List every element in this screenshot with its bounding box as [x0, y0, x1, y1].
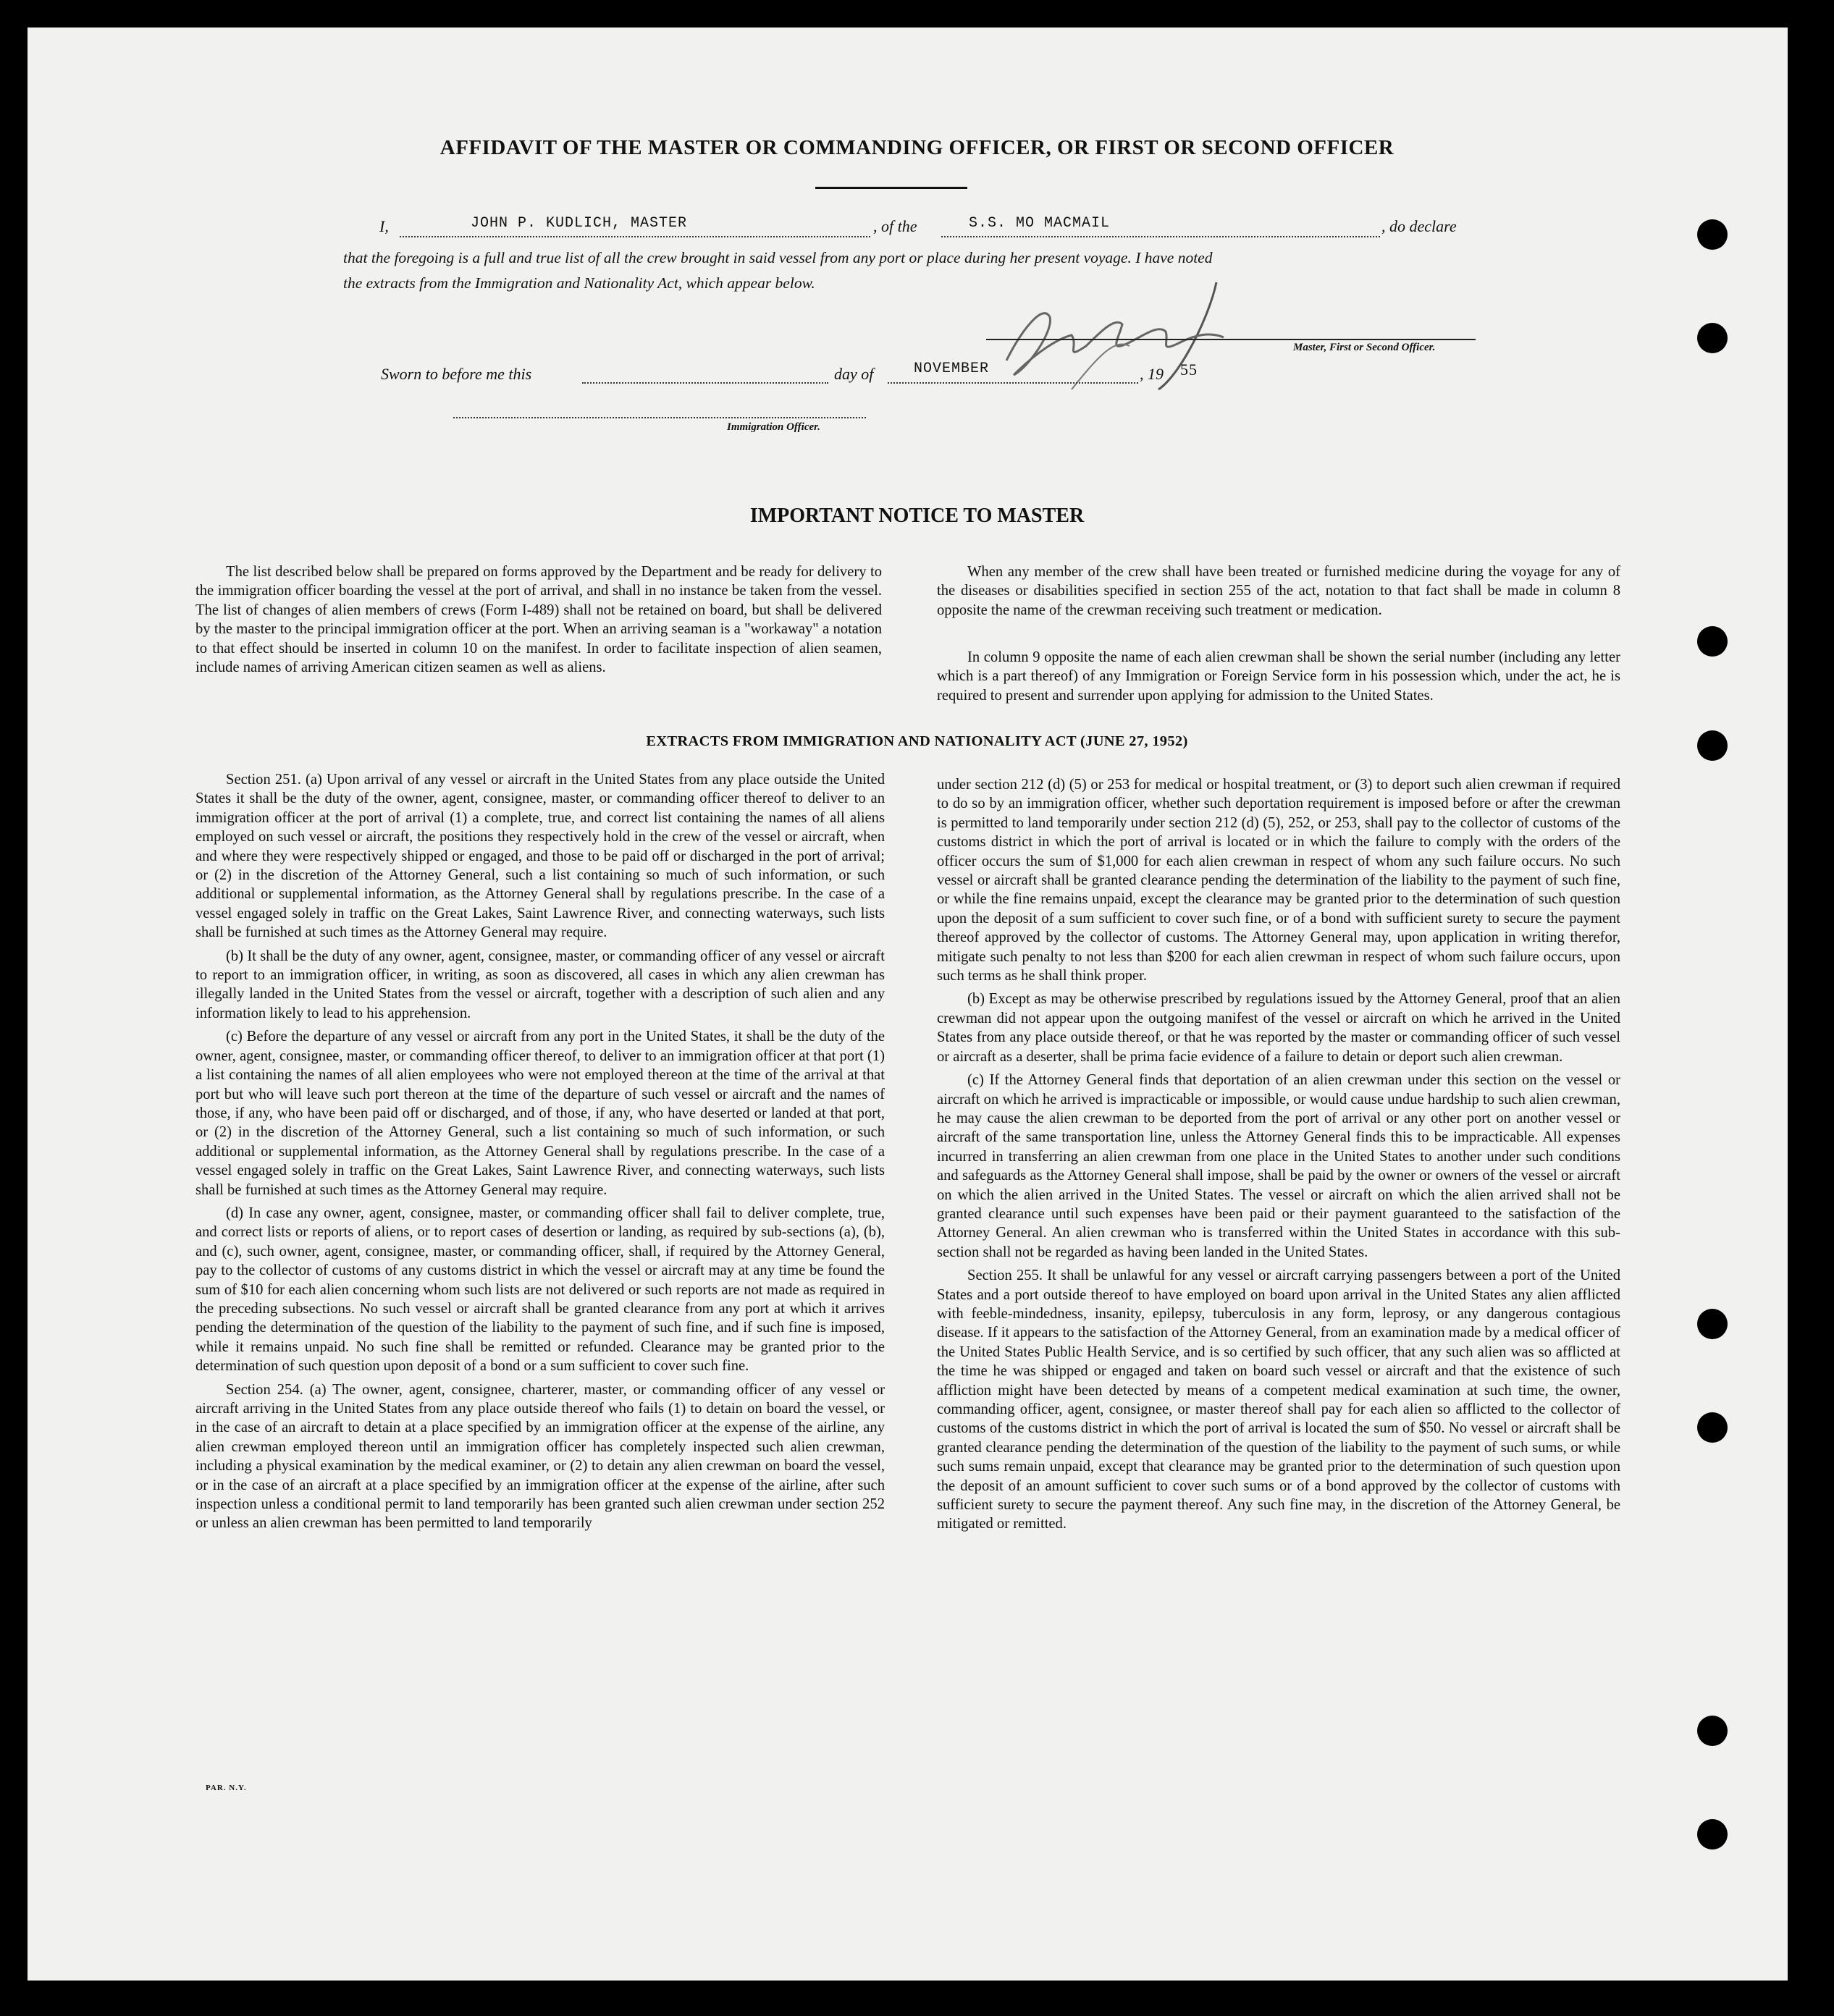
section-254-c: (c) If the Attorney General finds that deportation of an alien crewman under this section on the vessel or aircraft on which he arrived is impracticable or impossible, or would cause undue hardship to such alien crewman, he may cause the alien crewman to be deported from the port of arrival or any other port on another vessel or aircraft of the same transportation line, unless the Attorney General finds this to be impracticable. All expenses incurred in transferring an alien crewman from one place in the United States to another under such conditions and safeguards as the Attorney General shall impose, shall be paid by the owner or owners of the vessel or aircraft on which the alien arrived in the United States. The vessel or aircraft on which the alien arrived shall not be granted clearance until such expenses have been paid or their payment guaranteed to the satisfaction of the Attorney General. An alien crewman who is transferred within the United States in accordance with this sub-section shall not be regarded as having been landed in the United States.	[937, 1072, 1620, 1260]
master-name-value: JOHN P. KUDLICH, MASTER	[471, 215, 688, 232]
vessel-line	[941, 236, 1380, 237]
section-254-b: (b) Except as may be otherwise prescribed by regulations issued by the Attorney General, proof that an alien crewman did not appear upon the outgoing manifest of the vessel or aircraft on which he arrived in the United States from any place outside thereof, or that he was reported by the master or commanding officer of such vessel or aircraft as a deserter, shall be prima facie evidence of a failure to detain or deport such alien crewman.	[937, 991, 1620, 1065]
punch-hole-5	[1697, 1309, 1728, 1339]
master-name-line	[400, 236, 870, 237]
do-declare-label: , do declare	[1381, 217, 1457, 235]
year-prefix: , 19	[1140, 365, 1164, 383]
section-251-b: (b) It shall be the duty of any owner, agent, consignee, master, or commanding officer of any vessel or aircraft to report to an immigration officer, in writing, as soon as discovered, all cases in which any alien crewman has illegally landed in the United States from the vessel or aircraft, together with a description of such alien and any information likely to lead to his apprehension.	[195, 948, 885, 1021]
signature-caption: Master, First or Second Officer.	[1293, 342, 1436, 353]
statement-line-1: that the foregoing is a full and true list of all the crew brought in said vessel from any port or place during her present voyage. I have noted	[343, 249, 1213, 266]
extracts-right-column	[937, 775, 1620, 1538]
extracts-title: EXTRACTS FROM IMMIGRATION AND NATIONALITY ACT (JUNE 27, 1952)	[646, 733, 1188, 749]
affidavit-title: AFFIDAVIT OF THE MASTER OR COMMANDING OFFICER, OR FIRST OR SECOND OFFICER	[439, 136, 1395, 159]
printer-mark: PAR. N.Y.	[206, 1784, 247, 1792]
notice-left-paragraph: The list described below shall be prepared on forms approved by the Department and be ready for delivery to the immigration officer boarding the vessel at the port of arrival, and shall in no instance be taken from the vessel. The list of changes of alien members of crews (Form I-489) shall not be retained on board, but shall be delivered by the master to the principal immigration officer at the port. When an arriving seaman is a "workaway" a notation to that effect should be inserted in column 10 on the manifest. In order to facilitate inspection of alien seamen, include names of arriving American citizen seamen as well as aliens.	[195, 564, 882, 676]
sworn-label: Sworn to before me this	[381, 365, 532, 383]
immigration-officer-line	[453, 417, 866, 418]
notice-right-paragraph-2: In column 9 opposite the name of each alien crewman shall be shown the serial number (including any letter which is a part thereof) of any Immigration or Foreign Service form in his possession which, under the act, he is required to present and surrender upon applying for admission to the United States.	[937, 649, 1620, 704]
punch-hole-7	[1697, 1716, 1728, 1746]
immigration-officer-caption: Immigration Officer.	[727, 421, 820, 433]
section-255: Section 255. It shall be unlawful for any vessel or aircraft carrying passengers between a port of the United States and a port outside thereof to have employed on board upon arrival in the United States any alien afflicted with feeble-mindedness, insanity, epilepsy, tuberculosis in any form, leprosy, or any dangerous contagious disease. If it appears to the satisfaction of the Attorney General, from an examination made by a medical officer of the United States Public Health Service, and is so certified by such officer, that any such alien was so afflicted at the time he was shipped or engaged and taken on board such vessel or aircraft and that the existence of such affliction might have been detected by means of a competent medical examination at such time, the owner, commanding officer, agent, consignee, or master thereof shall pay for each alien so afflicted to the collector of customs of the customs district in which the port of arrival is located the sum of $50. No vessel or aircraft shall be granted clearance pending the determination of the question of the liability to the payment of such sums, or while such sums remain unpaid, except that clearance may be granted prior to the determination of such question upon the deposit of an amount sufficient to cover such sums or of a bond approved by the collector of customs with sufficient surety to secure the payment thereof. Any such fine may, in the discretion of the Attorney General, be mitigated or remitted.	[937, 1268, 1620, 1532]
notice-right-paragraph-1: When any member of the crew shall have been treated or furnished medicine during the voyage for any of the diseases or disabilities specified in section 255 of the act, notation to that fact shall be made in column 8 opposite the name of the crewman receiving such treatment or medication.	[937, 564, 1620, 618]
extracts-left-column	[195, 770, 885, 1538]
punch-hole-2	[1697, 323, 1728, 353]
day-of-label: day of	[834, 365, 874, 383]
month-value: NOVEMBER	[914, 360, 990, 377]
section-251-a: Section 251. (a) Upon arrival of any vessel or aircraft in the United States from any place outside the United States it shall be the duty of the owner, agent, consignee, master, or commanding officer thereof to deliver to an immigration officer at the port of arrival (1) a complete, true, and correct list containing the names of all aliens employed on such vessel or aircraft, the positions they respectively hold in the crew of the vessel or aircraft, when and where they were respectively shipped or engaged, and those to be paid off or discharged in the port of arrival; or (2) in the discretion of the Attorney General, such a list containing so much of such information, or such additional or supplemental information, as the Attorney General shall by regulations prescribe. In the case of a vessel engaged solely in traffic on the Great Lakes, Saint Lawrence River, and connecting waterways, such lists shall be furnished at such times as the Attorney General may require.	[195, 772, 885, 941]
signature-line	[986, 339, 1476, 340]
notice-title: IMPORTANT NOTICE TO MASTER	[749, 505, 1085, 527]
punch-hole-6	[1697, 1412, 1728, 1443]
section-254-a: Section 254. (a) The owner, agent, consignee, charterer, master, or commanding officer of any vessel or aircraft arriving in the United States from any place outside thereof who fails (1) to detain on board the vessel, or in the case of an aircraft to detain at a place specified by an immigration officer at the expense of the airline, any alien crewman employed thereon until an immigration officer has completely inspected such alien crewman, including a physical examination by the medical examiner, or (2) to detain any alien crewman on board the vessel, or in the case of an aircraft at a place specified by an immigration officer at the expense of the airline, after such inspection unless a conditional permit to land temporarily has been granted such alien crewman under section 252 or unless an alien crewman has been permitted to land temporarily	[195, 1381, 885, 1532]
sworn-day-line	[582, 382, 828, 384]
statement-line-2: the extracts from the Immigration and Nationality Act, which appear below.	[343, 274, 815, 292]
section-251-c: (c) Before the departure of any vessel or aircraft from any port in the United States, it shall be the duty of the owner, agent, consignee, master, or commanding officer thereof, to deliver to an immigration officer at that port (1) a list containing the names of all alien employees who were not employed thereon at the time of the arrival at that port but who will leave such port thereon at the time of the departure of such vessel or aircraft and the names of those, if any, who have been paid off or discharged, and of those, if any, who have deserted or landed at that port, or (2) in the discretion of the Attorney General, such a list containing so much of such information, or such additional or supplemental information, as the Attorney General shall by regulations prescribe. In the case of a vessel engaged solely in traffic on the Great Lakes, Saint Lawrence River, and connecting waterways, such lists shall be furnished at such times as the Attorney General may require.	[195, 1029, 885, 1198]
section-251-d: (d) In case any owner, agent, consignee, master, or commanding officer shall fail to deliver complete, true, and correct lists or reports of aliens, or to report cases of desertion or landing, as required by sub-sections (a), (b), and (c), such owner, agent, consignee, master, or commanding officer, shall, if required by the Attorney General, pay to the collector of customs of any customs district in which the vessel or aircraft may at any time be found the sum of $10 for each alien concerning whom such lists are not delivered or such reports are not made as required in the preceding subsections. No such vessel or aircraft shall be granted clearance from any port at which it arrives pending the determination of the question of the liability to the payment of such fine, and if such fine is imposed, while it remains unpaid. No such fine shall be remitted or refunded. Clearance may be granted prior to the determination of such question upon deposit of a bond or a sum sufficient to cover such fine.	[195, 1205, 885, 1375]
month-line	[888, 382, 1138, 384]
punch-hole-8	[1697, 1819, 1728, 1850]
of-the-label: , of the	[873, 217, 917, 235]
section-254-a-continued: under section 212 (d) (5) or 253 for medical or hospital treatment, or (3) to deport such alien crewman if required to do so by an immigration officer, whether such deportation requirement is imposed before or after the crewman is permitted to land temporarily under section 212 (d) (5), 252, or 253, shall pay to the collector of customs of the customs district in which the port of arrival is located or in which the failure to comply with the orders of the officer occurs the sum of $1,000 for each alien crewman in respect of whom any such failure occurs. No such vessel or aircraft shall be granted clearance pending the determination of the liability to the payment of such fine, or while the fine remains unpaid, except the clearance may be granted prior to the determination of such question upon the deposit of a sum sufficient to cover such fine, or of a bond with sufficient surety to secure the payment thereof approved by the collector of customs. The Attorney General may, upon application in writing therefor, mitigate such penalty to not less than $200 for each alien crewman in respect of whom such failure occurs, upon such terms as he shall think proper.	[937, 777, 1620, 984]
title-rule	[815, 187, 967, 189]
punch-hole-1	[1697, 219, 1728, 250]
punch-hole-3	[1697, 626, 1728, 657]
i-label: I,	[379, 217, 389, 235]
year-value: 55	[1180, 360, 1198, 379]
vessel-value: S.S. MO MACMAIL	[969, 215, 1111, 232]
